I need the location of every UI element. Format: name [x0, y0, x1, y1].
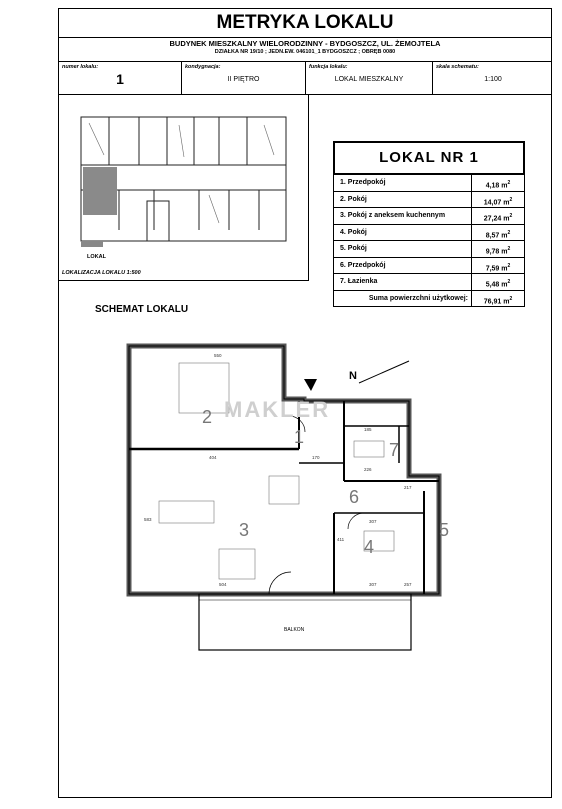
scale-label: skala schematu:: [436, 64, 479, 70]
dim-label: 307: [369, 582, 377, 587]
room-1-number: 1: [294, 427, 305, 447]
room-sum-row: Suma powierzchni użytkowej: 76,91 $m^2$: [333, 291, 525, 308]
room-2-number: 2: [202, 407, 213, 427]
floor-value: II PIĘTRO: [227, 76, 260, 83]
unit-number-label: numer lokalu:: [62, 64, 99, 70]
room-row: 1. Przedpokój 4,18 $m^2$: [333, 175, 525, 192]
unit-number-cell: [59, 62, 182, 94]
room-6-number: 6: [349, 487, 360, 507]
legend-marker: LOKAL: [87, 254, 106, 260]
room-row: 5. Pokój 9,78 $m^2$: [333, 241, 525, 258]
dim-label: 583: [144, 517, 152, 522]
floor-cell: [182, 62, 306, 94]
room-4-number: 4: [364, 537, 375, 557]
north-label: N: [349, 370, 357, 382]
balcony-label: BALKON: [284, 627, 305, 633]
unit-highlight: [83, 167, 117, 215]
room-row: 4. Pokój 8,57 $m^2$: [333, 225, 525, 242]
building-address: BUDYNEK MIESZKALNY WIELORODZINNY - BYDGOSZCZ, UL. ŻEMOJTELA: [169, 39, 441, 48]
dim-label: 226: [364, 467, 372, 472]
floor-plan: [99, 331, 450, 666]
watermark: MAKLER: [224, 397, 331, 422]
floor-plan-drawing: [99, 331, 450, 661]
metryka-sheet: [58, 8, 552, 798]
room-row: 3. Pokój z aneksem kuchennym 27,24 $m^2$: [333, 208, 525, 225]
dim-label: 411: [337, 537, 345, 542]
room-3-number: 3: [239, 520, 250, 540]
plot-info: DZIAŁKA NR 19/10 ; JEDN.EW. 046101_1 BYDGOSZCZ ; OBRĘB 0080: [214, 49, 396, 55]
scale-value: 1:100: [484, 76, 502, 83]
function-cell: [306, 62, 433, 94]
location-caption: LOKALIZACJA LOKALU 1:500: [62, 270, 141, 276]
dim-label: 170: [312, 455, 320, 460]
info-row: [59, 61, 551, 95]
floor-label: kondygnacja:: [185, 64, 221, 70]
dim-label: 257: [404, 582, 412, 587]
room-table: [333, 141, 525, 307]
dim-label: 307: [369, 519, 377, 524]
room-row: 2. Pokój 14,07 $m^2$: [333, 192, 525, 209]
dim-label: 404: [209, 455, 217, 460]
document-title: METRYKA LOKALU: [59, 9, 551, 38]
dim-label: 550: [214, 353, 222, 358]
scale-cell: [433, 62, 553, 94]
room-row: 6. Przedpokój 7,59 $m^2$: [333, 258, 525, 275]
room-7-number: 7: [389, 440, 400, 460]
dim-label: 504: [219, 582, 227, 587]
room-row: 7. Łazienka 5,48 $m^2$: [333, 274, 525, 291]
function-value: LOKAL MIESZKALNY: [334, 76, 404, 83]
location-floorplan: [59, 95, 307, 265]
dim-label: 217: [404, 485, 412, 490]
room-5-number: 5: [439, 520, 450, 540]
function-label: funkcja lokalu:: [309, 64, 348, 70]
schema-label: SCHEMAT LOKALU: [95, 304, 189, 315]
dim-label: 185: [364, 427, 372, 432]
room-table-title: LOKAL NR 1: [333, 141, 525, 175]
unit-number-value: 1: [116, 71, 124, 87]
legend-swatch: [81, 241, 103, 247]
location-map: [59, 95, 309, 281]
